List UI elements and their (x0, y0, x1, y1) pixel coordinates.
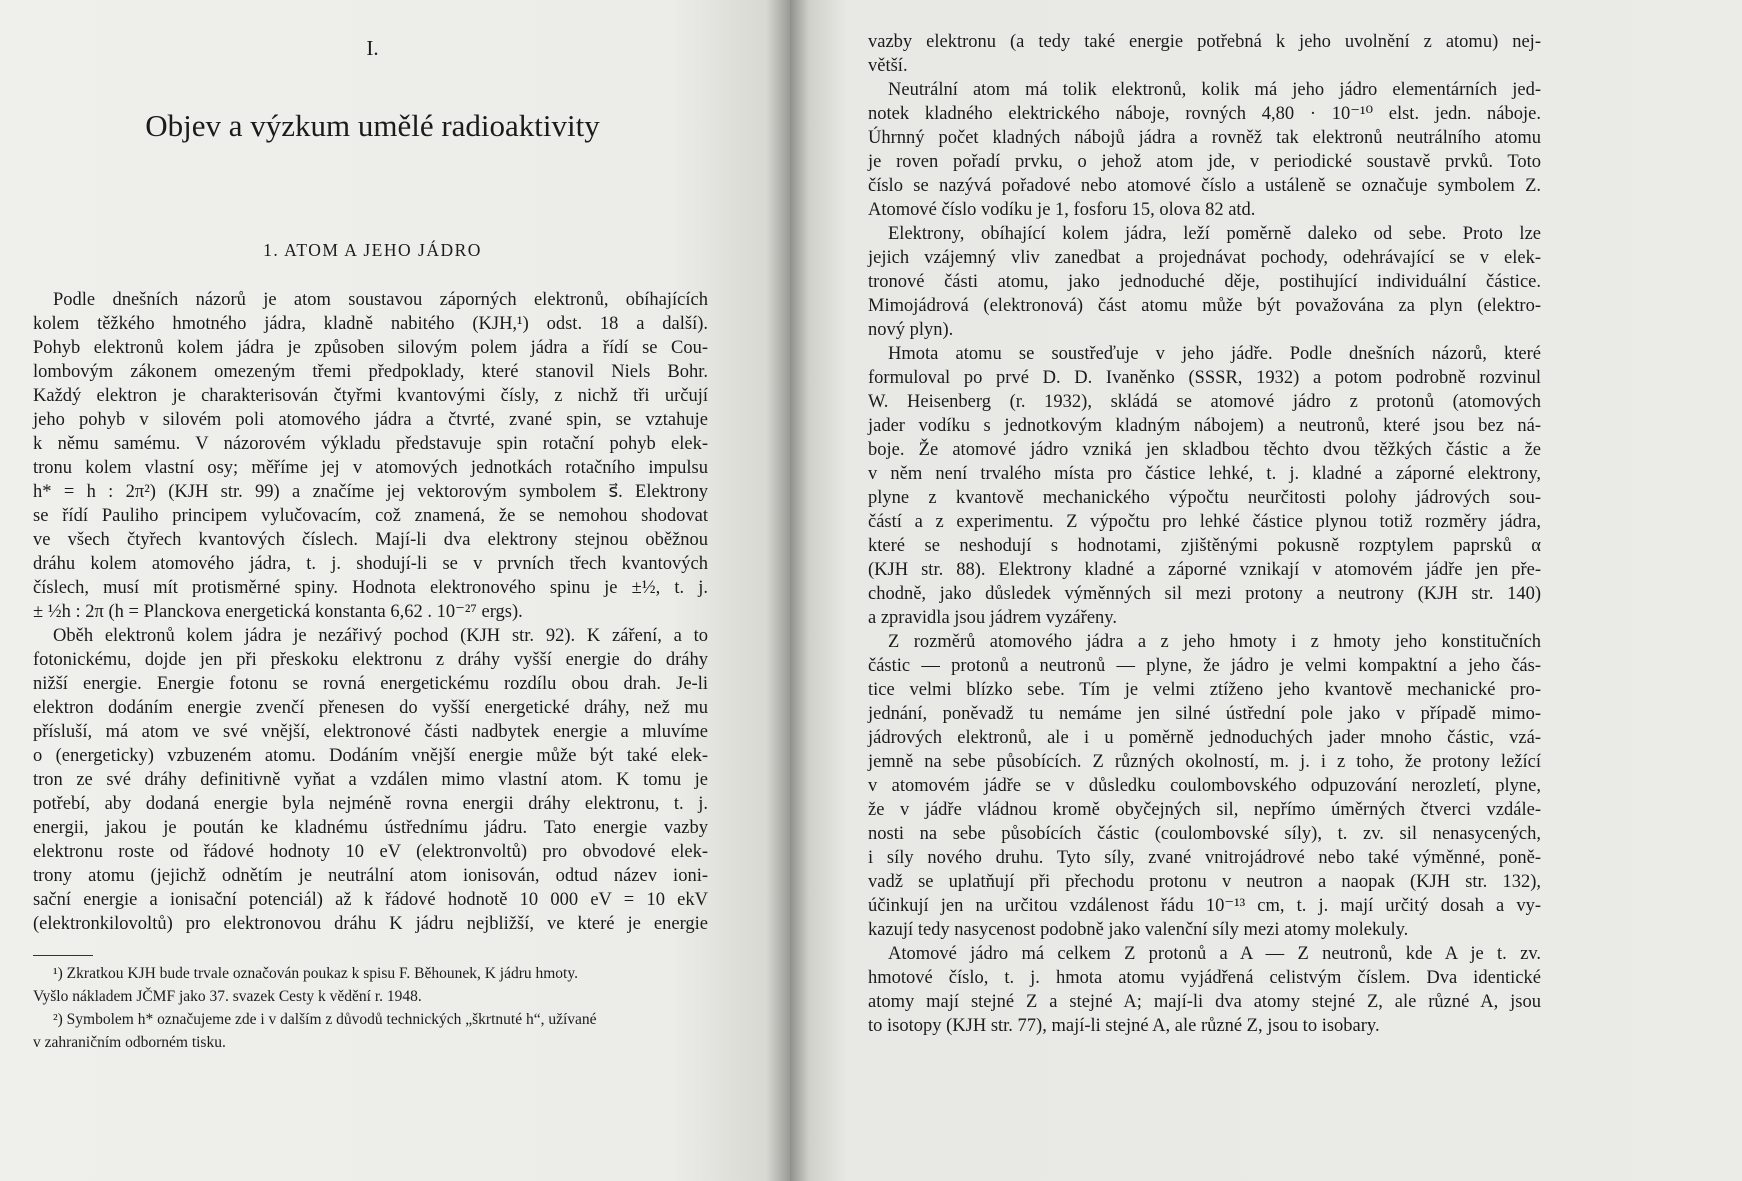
section-heading: 1. ATOM A JEHO JÁDRO (263, 240, 482, 260)
footnote-line: Vyšlo nákladem JČMF jako 37. svazek Cesty k vědění r. 1948. (33, 988, 422, 1005)
text-line: plyne z kvantově mechanického výpočtu neurčitosti polohy jádrových sou- (868, 488, 1541, 508)
right-body-text (868, 30, 1541, 1038)
footnote-line: ¹) Zkratkou KJH bude trvale označován poukaz k spisu F. Běhounek, K jádru hmoty. (53, 965, 578, 982)
text-line: že v jádře vládnou kromě obyčejných sil, nepřímo úměrných čtverci vzdále- (868, 800, 1541, 820)
text-line: v atomovém jádře se v důsledku coulombovského odpuzování nerozletí, plyne, (868, 776, 1541, 796)
text-line: Mimojádrová (elektronová) část atomu může být považována za plyn (elektro- (868, 296, 1541, 316)
text-line: Úhrnný počet kladných nábojů jádra a rovněž tak elektronů neutrálního atomu (868, 128, 1541, 148)
text-line: to isotopy (KJH str. 77), mají-li stejné A, ale různé Z, jsou to isobary. (868, 1016, 1380, 1036)
left-page (0, 0, 790, 1181)
text-line: energii, jakou je poután ke kladnému ústřednímu jádru. Tato energie vazby (33, 818, 708, 838)
text-line: tronové části atomu, jako jednoduché děje, postihující individuální částice. (868, 272, 1541, 292)
text-line: lombovým zákonem omezeným třemi předpoklady, které stanovil Niels Bohr. (33, 362, 708, 382)
text-line: větší. (868, 56, 908, 76)
text-line: číslo se nazývá pořadové nebo atomové číslo a ustáleně se označuje symbolem Z. (868, 176, 1541, 196)
text-line: částí a z experimentu. Z výpočtu pro lehké částice plynou totiž rozměry jádra, (868, 512, 1541, 532)
text-line: v něm není trvalého místa pro částice lehké, t. j. kladné a záporné elektrony, (868, 464, 1541, 484)
text-line: Každý elektron je charakterisován čtyřmi kvantovými čísly, z nichž tři určují (33, 386, 708, 406)
text-line: Elektrony, obíhající kolem jádra, leží poměrně daleko od sebe. Proto lze (888, 224, 1541, 244)
text-line: dráhu kolem atomového jádra, t. j. shodují-li se v prvních třech kvantových (33, 554, 708, 574)
text-line: jemně na sebe působících. Z různých okolností, m. j. i z toho, že protony ležící (868, 752, 1541, 772)
text-line: Atomové jádro má celkem Z protonů a A — Z neutronů, kde A je t. zv. (888, 944, 1541, 964)
text-line: i síly nového druhu. Tyto síly, zvané vnitrojádrové nebo také výměnné, poně- (868, 848, 1541, 868)
text-line: vadž se uplatňují při přechodu protonu v neutron a naopak (KJH str. 132), (868, 872, 1541, 892)
text-line: nižší energie. Energie fotonu se rovná energetickému rozdílu obou drah. Je-li (33, 674, 708, 694)
text-line: sační energie a ionisační potenciál) až k řádové hodnotě 10 000 eV = 10 ekV (33, 890, 708, 910)
text-line: ± ½h : 2π (h = Planckova energetická konstanta 6,62 . 10⁻²⁷ ergs). (33, 602, 523, 622)
text-line: Oběh elektronů kolem jádra je nezářivý pochod (KJH str. 92). K záření, a to (53, 626, 708, 646)
text-line: jednání, poněvadž tu nemáme jen silné ústřední pole jako v případě mimo- (868, 704, 1541, 724)
text-line: se řídí Pauliho principem vylučovacím, což znamená, že se nemohou shodovat (33, 506, 708, 526)
text-line: je roven pořadí prvku, o jehož atom jde, v periodické soustavě prvků. Toto (868, 152, 1541, 172)
text-line: jejich vzájemný vliv zanedbat a projednávat pochody, odehrávající se v elek- (868, 248, 1541, 268)
text-line: potřebí, aby dodaná energie byla nejméně rovna energii dráhy elektronu, t. j. (33, 794, 708, 814)
text-line: atomy mají stejné Z a stejné A; mají-li dva atomy stejné Z, ale různé A, jsou (868, 992, 1541, 1012)
text-line: chodně, jako důsledek výměnných sil mezi protony a neutrony (KJH str. 140) (868, 584, 1541, 604)
text-line: boje. Že atomové jádro vzniká jen skladbou těchto dvou těžkých částic a že (868, 440, 1541, 460)
right-page (790, 0, 1742, 1181)
text-line: Atomové číslo vodíku je 1, fosforu 15, olova 82 atd. (868, 200, 1256, 220)
text-line: nosti na sebe působících částic (coulombovské síly), t. zv. sil nenasycených, (868, 824, 1541, 844)
text-line: jádrových elektronů, ale i u poměrně jednoduchých jader mnoho částic, vzá- (868, 728, 1541, 748)
text-line: Podle dnešních názorů je atom soustavou záporných elektronů, obíhajících (53, 290, 708, 310)
footnotes (33, 955, 708, 1054)
text-line: kolem těžkého hmotného jádra, kladně nabitého (KJH,¹) odst. 18 a další). (33, 314, 708, 334)
text-line: (elektronkilovoltů) pro elektronovou dráhu K jádru nejbližší, ve které je energie (33, 914, 708, 934)
text-line: elektron dodáním energie zvenčí přenesen do vyšší energetické dráhy, než mu (33, 698, 708, 718)
text-line: přísluší, má atom ve své vnější, elektronové části nadbytek energie a mluvíme (33, 722, 708, 742)
text-line: částic — protonů a neutronů — plyne, že jádro je velmi kompaktní a jeho čás- (868, 656, 1541, 676)
footnote-line: v zahraničním odborném tisku. (33, 1034, 226, 1051)
text-line: tice velmi blízko sebe. Tím je velmi ztíženo jeho kvantově mechanické pro- (868, 680, 1541, 700)
text-line: o (energeticky) vzbuzeném atomu. Dodáním vnější energie může být také elek- (33, 746, 708, 766)
text-line: tron ze své dráhy definitivně vyňat a vzdálen mimo vlastní atom. K tomu je (33, 770, 708, 790)
chapter-title: Objev a výzkum umělé radioaktivity (145, 108, 600, 143)
text-line: W. Heisenberg (r. 1932), skládá se atomové jádro z protonů (atomových (868, 392, 1541, 412)
text-line: Hmota atomu se soustřeďuje v jeho jádře. Podle dnešních názorů, které (888, 344, 1541, 364)
text-line: jeho pohyb v silovém poli atomového jádra a čtvrté, zvané spin, se vztahuje (33, 410, 708, 430)
chapter-number: I. (366, 36, 379, 60)
text-line: tronu kolem vlastní osy; měříme jej v atomových jednotkách rotačního impulsu (33, 458, 708, 478)
text-line: nový plyn). (868, 320, 954, 340)
text-line: ve všech čtyřech kvantových číslech. Mají-li dva elektrony stejnou oběžnou (33, 530, 708, 550)
text-line: které se neshodují s hodnotami, zjištěnými pokusně rozptylem paprsků α (868, 536, 1541, 556)
text-line: a zpravidla jsou jádrem vyzářeny. (868, 608, 1117, 628)
text-line: vazby elektronu (a tedy také energie potřebná k jeho uvolnění z atomu) nej- (868, 32, 1541, 52)
text-line: kazují tedy nasycenost podobně jako valenční síly mezi atomy molekuly. (868, 920, 1409, 940)
text-line: formuloval po prvé D. D. Ivaněnko (SSSR, 1932) a potom podrobně rozvinul (868, 368, 1541, 388)
text-line: notek kladného elektrického náboje, rovných 4,80 · 10⁻¹⁰ elst. jedn. náboje. (868, 104, 1541, 124)
text-line: (KJH str. 88). Elektrony kladné a záporné vznikají v atomovém jádře jen pře- (868, 560, 1541, 580)
text-line: h* = h : 2π²) (KJH str. 99) a značíme jej vektorovým symbolem s⃗. Elektrony (33, 482, 708, 502)
footnote-rule (33, 955, 93, 956)
text-line: Neutrální atom má tolik elektronů, kolik má jeho jádro elementárních jed- (888, 80, 1541, 100)
left-body-text (33, 288, 708, 936)
text-line: fotonickému, dojde jen při přeskoku elektronu z dráhy vyšší energie do dráhy (33, 650, 708, 670)
footnote-line: ²) Symbolem h* označujeme zde i v dalším z důvodů technických „škrtnuté h“, užívané (53, 1011, 597, 1028)
text-line: číslech, musí mít protisměrné spiny. Hodnota elektronového spinu je ±½, t. j. (33, 578, 708, 598)
text-line: Z rozměrů atomového jádra a z jeho hmoty i z hmoty jeho konstitučních (888, 632, 1541, 652)
text-line: k němu samému. V názorovém výkladu představuje spin rotační pohyb elek- (33, 434, 708, 454)
text-line: elektronu roste od řádové hodnoty 10 eV (elektronvoltů) pro obvodové elek- (33, 842, 708, 862)
text-line: Pohyb elektronů kolem jádra je způsoben silovým polem jádra a řídí se Cou- (33, 338, 708, 358)
text-line: účinkují jen na určitou vzdálenost řádu 10⁻¹³ cm, t. j. mají určitý dosah a vy- (868, 896, 1541, 916)
text-line: jader vodíku s jednotkovým kladným nábojem) a neutronů, které jsou bez ná- (868, 416, 1541, 436)
text-line: hmotové číslo, t. j. hmota atomu vyjádřená celistvým číslem. Dva identické (868, 968, 1541, 988)
text-line: trony atomu (jejichž odnětím je neutrální atom ionisován, odtud název ioni- (33, 866, 708, 886)
